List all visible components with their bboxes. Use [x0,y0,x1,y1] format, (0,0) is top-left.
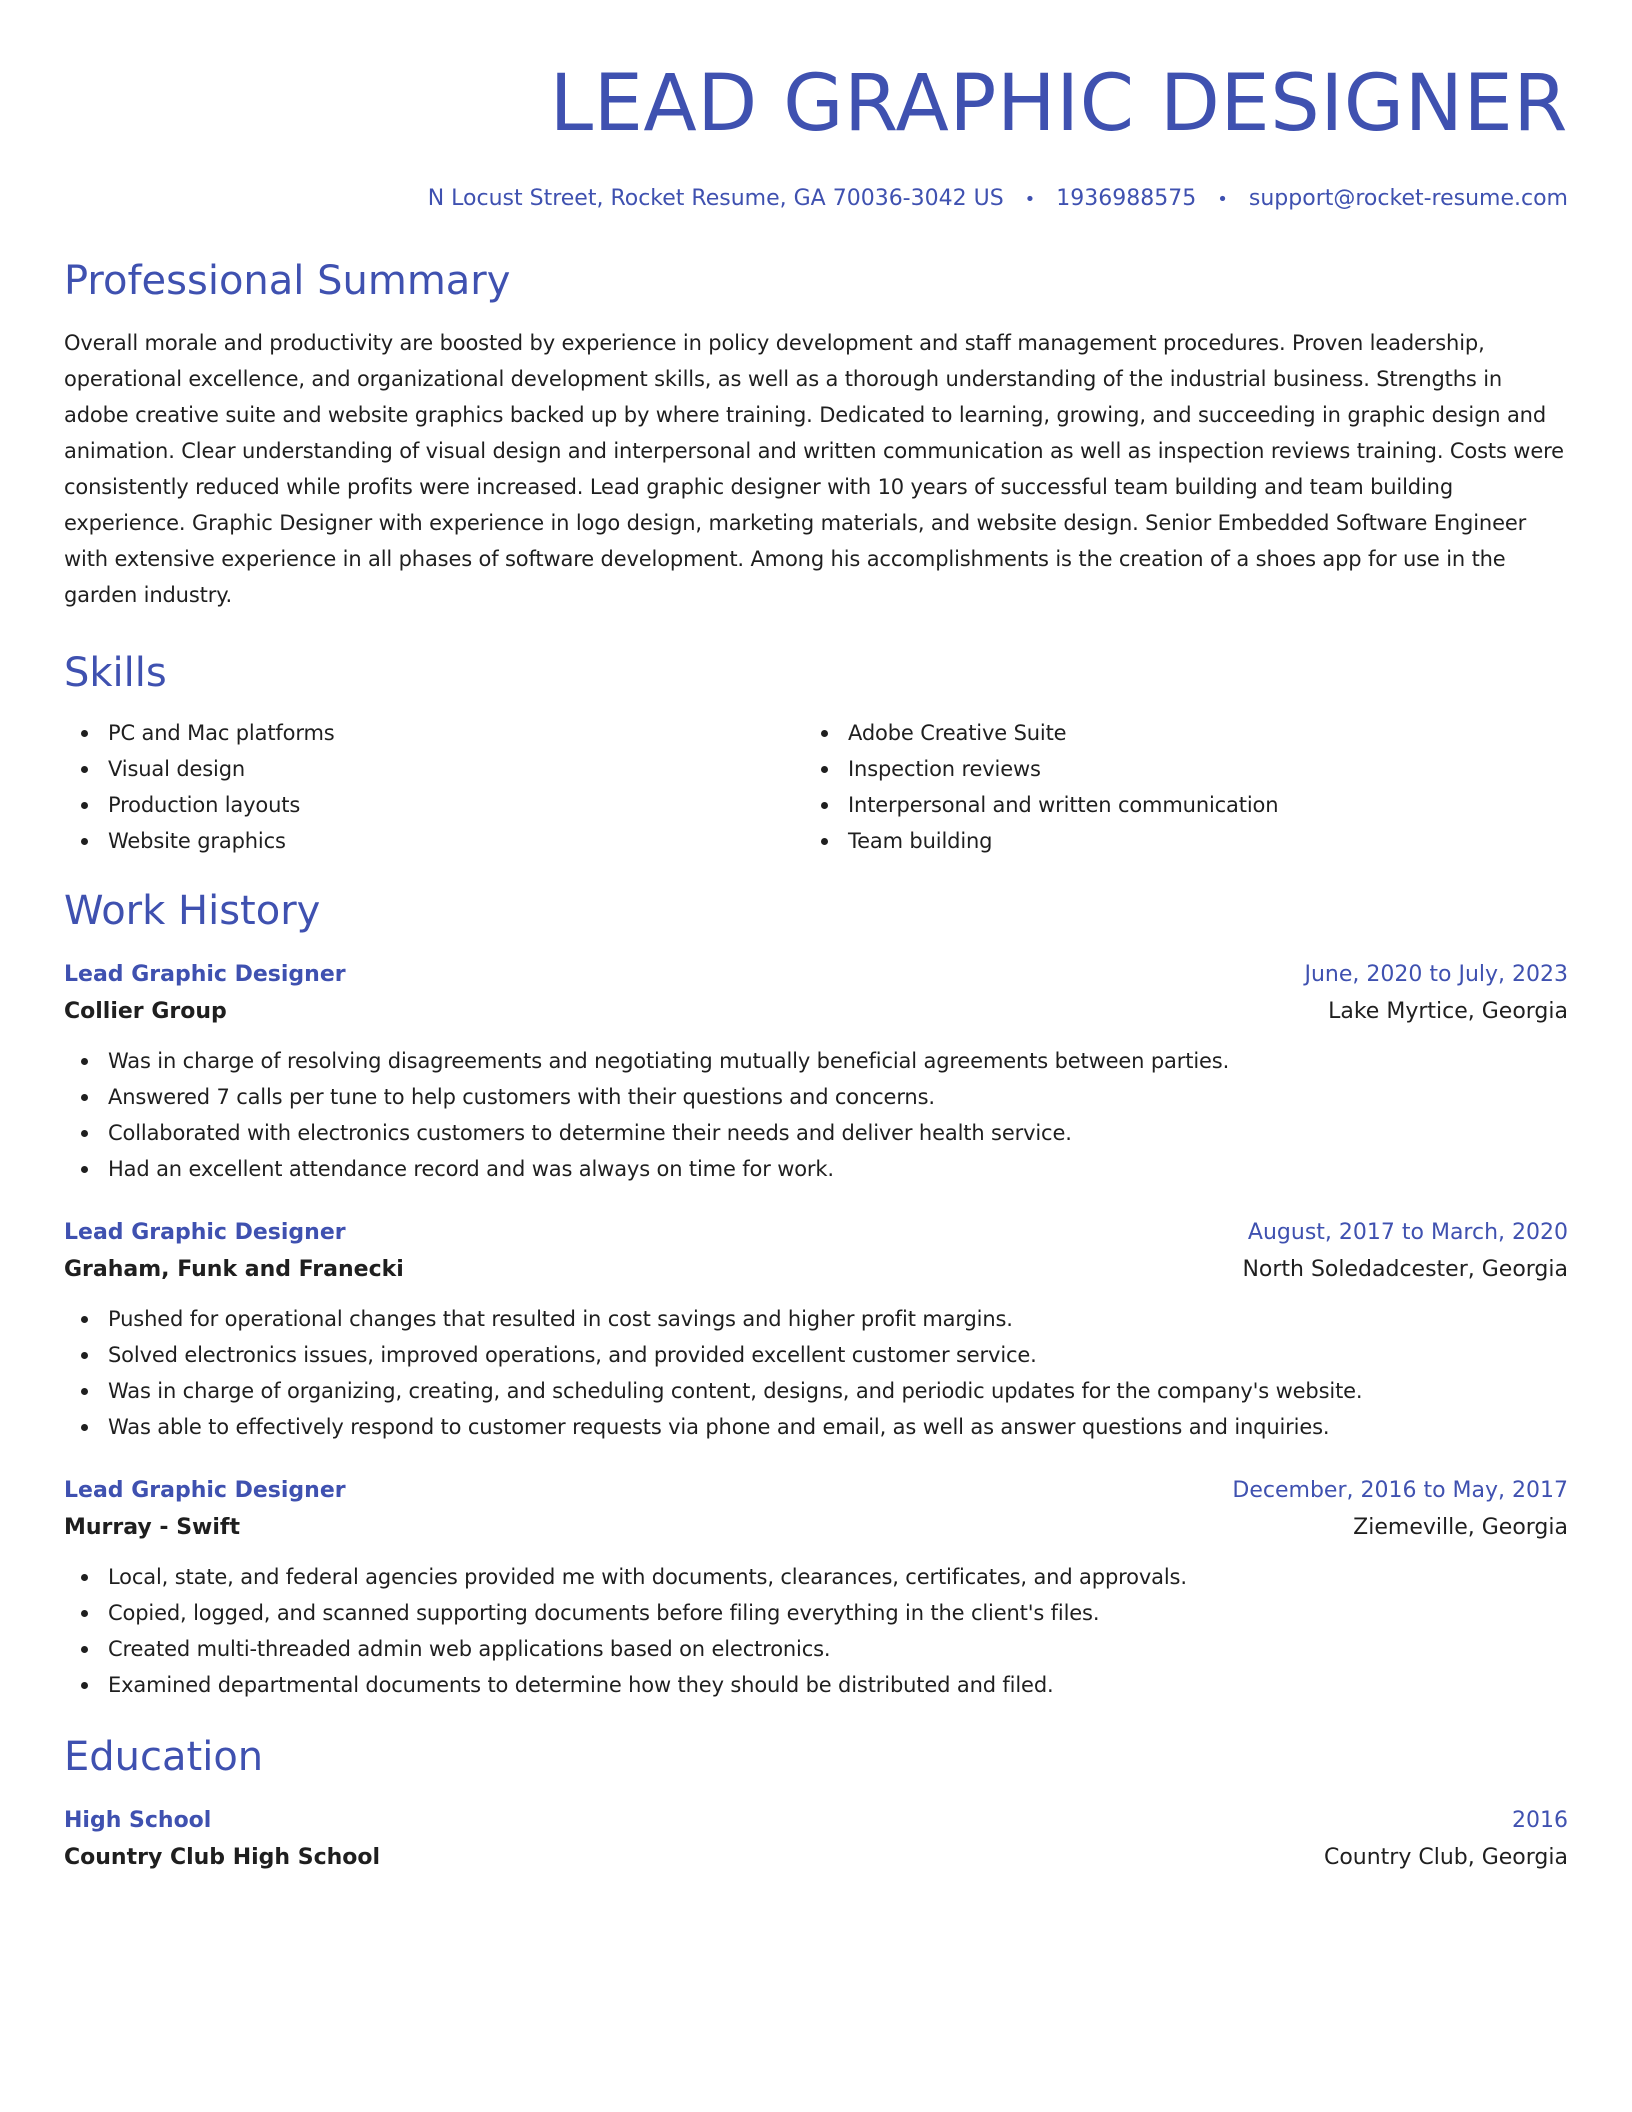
job-duty: Had an excellent attendance record and was always on time for work. [64,1151,1568,1187]
job-title: Lead Graphic Designer [64,962,346,987]
job-company-row [64,1251,1568,1289]
job-header-row [64,1473,1568,1509]
skills-column-right [804,715,1568,859]
job-dates: December, 2016 to May, 2017 [1232,1478,1568,1503]
job-title: Lead Graphic Designer [64,1478,346,1503]
work-history-section [64,887,1568,1703]
job-company: Graham, Funk and Franecki [64,1257,404,1282]
skills-grid [64,715,1568,859]
education-location: Country Club, Georgia [1323,1845,1568,1870]
summary-section [64,257,1568,613]
job-entry [64,957,1568,1187]
education-degree: High School [64,1808,212,1833]
job-duty: Was in charge of organizing, creating, and scheduling content, designs, and periodic updates for the company's website. [64,1373,1568,1409]
skills-column-left [64,715,804,859]
contact-email: support@rocket-resume.com [1248,186,1568,211]
job-duties [64,1559,1568,1703]
job-duty: Created multi-threaded admin web applications based on electronics. [64,1631,1568,1667]
skill-item: Visual design [64,751,804,787]
skills-section [64,649,1568,859]
job-dates: August, 2017 to March, 2020 [1247,1220,1568,1245]
job-duty: Answered 7 calls per tune to help customers with their questions and concerns. [64,1079,1568,1115]
summary-heading: Professional Summary [64,258,511,304]
job-company-row [64,1509,1568,1547]
contact-separator: • [1217,189,1228,210]
job-duty: Was in charge of resolving disagreements and negotiating mutually beneficial agreements between parties. [64,1043,1568,1079]
education-school-row [64,1839,1568,1877]
job-company-row [64,993,1568,1031]
skill-item: PC and Mac platforms [64,715,804,751]
education-school: Country Club High School [64,1845,381,1870]
skills-heading: Skills [64,650,167,696]
skill-item: Production layouts [64,787,804,823]
contact-address: N Locust Street, Rocket Resume, GA 70036-3042 US [427,186,1004,211]
job-duty: Copied, logged, and scanned supporting documents before filing everything in the client's files. [64,1595,1568,1631]
job-location: Ziemeville, Georgia [1353,1515,1568,1540]
job-header-row [64,1215,1568,1251]
job-location: Lake Myrtice, Georgia [1328,999,1568,1024]
contact-separator: • [1024,189,1036,210]
resume-header [64,60,1568,215]
education-entry [64,1803,1568,1877]
contact-phone: 1936988575 [1056,186,1197,211]
job-duties [64,1043,1568,1187]
job-entry [64,1473,1568,1703]
contact-line [64,184,1568,215]
education-section [64,1733,1568,1877]
job-company: Collier Group [64,999,227,1024]
skill-item: Inspection reviews [804,751,1568,787]
job-duty: Solved electronics issues, improved operations, and provided excellent customer service. [64,1337,1568,1373]
job-duties [64,1301,1568,1445]
education-year: 2016 [1512,1808,1568,1833]
job-duty: Pushed for operational changes that resulted in cost savings and higher profit margins. [64,1301,1568,1337]
job-duty: Collaborated with electronics customers to determine their needs and deliver health service. [64,1115,1568,1151]
summary-text: Overall morale and productivity are boosted by experience in policy development and staff management procedures. Proven leadership, operational excellence, and organizational development skills, as well as a thorough understanding of the industrial business. Strengths in adobe creative suite and website graphics backed up by where training. Dedicated to learning, growing, and succeeding in graphic design and animation. Clear understanding of visual design and interpersonal and written communication as well as inspection reviews training. Costs were consistently reduced while profits were increased. Lead graphic designer with 10 years of successful team building and team building experience. Graphic Designer with experience in logo design, marketing materials, and website design. Senior Embedded Software Engineer with extensive experience in all phases of software development. Among his accomplishments is the creation of a shoes app for use in the garden industry. [64,331,1564,607]
education-header-row [64,1803,1568,1839]
skill-item: Adobe Creative Suite [804,715,1568,751]
job-location: North Soledadcester, Georgia [1242,1257,1568,1282]
job-duty: Examined departmental documents to determine how they should be distributed and filed. [64,1667,1568,1703]
skill-item: Team building [804,823,1568,859]
job-company: Murray - Swift [64,1515,241,1540]
skill-item: Interpersonal and written communication [804,787,1568,823]
job-duty: Local, state, and federal agencies provided me with documents, clearances, certificates, and approvals. [64,1559,1568,1595]
job-title: Lead Graphic Designer [64,1220,346,1245]
work-history-heading: Work History [64,888,321,934]
education-heading: Education [64,1734,264,1780]
resume-name: LEAD GRAPHIC DESIGNER [549,59,1568,149]
job-entry [64,1215,1568,1445]
job-header-row [64,957,1568,993]
job-dates: June, 2020 to July, 2023 [1304,962,1568,987]
job-duty: Was able to effectively respond to customer requests via phone and email, as well as answer questions and inquiries. [64,1409,1568,1445]
skill-item: Website graphics [64,823,804,859]
